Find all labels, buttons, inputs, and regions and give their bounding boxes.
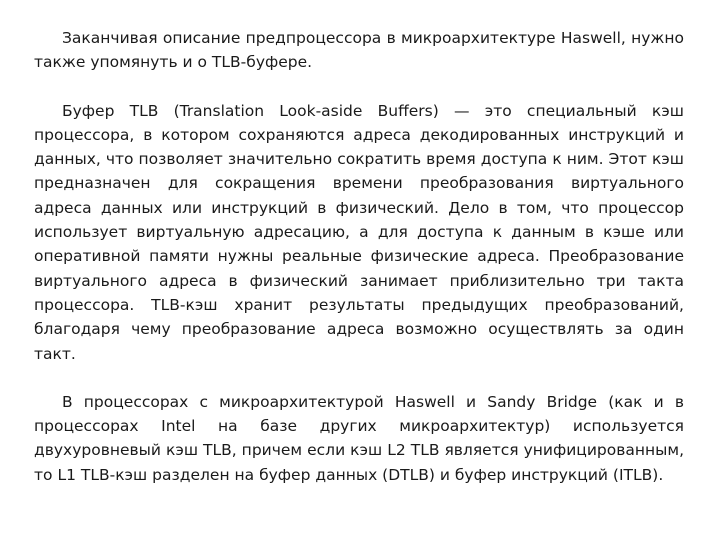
document-page bbox=[34, 26, 684, 487]
paragraph-intro: Заканчивая описание предпроцессора в микроархитектуре Haswell, нужно также упомянуть и о TLB-буфере. bbox=[34, 29, 684, 72]
paragraph-tlb-levels: В процессорах с микроархитектурой Haswell и Sandy Bridge (как и в процессорах Intel на базе других микроархитектур) используется двухуровневый кэш TLB, причем если кэш L2 TLB является унифицированным, то L1 TLB-кэш разделен на буфер данных (DTLB) и буфер инструкций (ITLB). bbox=[34, 392, 684, 484]
paragraph-tlb-definition: Буфер TLB (Translation Look-aside Buffers) — это специальный кэш процессора, в котором сохраняются адреса декодированных инструкций и данных, что позволяет значительно сократить время доступа к ним. Этот кэш предназначен для сокращения времени преобразования виртуального адреса данных или инструкций в физический. Дело в том, что процессор использует виртуальную адресацию, а для доступа к данным в кэше или оперативной памяти нужны реальные физические адреса. Преобразование виртуального адреса в физический занимает приблизительно три такта процессора. TLB-кэш хранит результаты предыдущих преобразований, благодаря чему преобразование адреса возможно осуществлять за один такт. bbox=[34, 101, 684, 363]
